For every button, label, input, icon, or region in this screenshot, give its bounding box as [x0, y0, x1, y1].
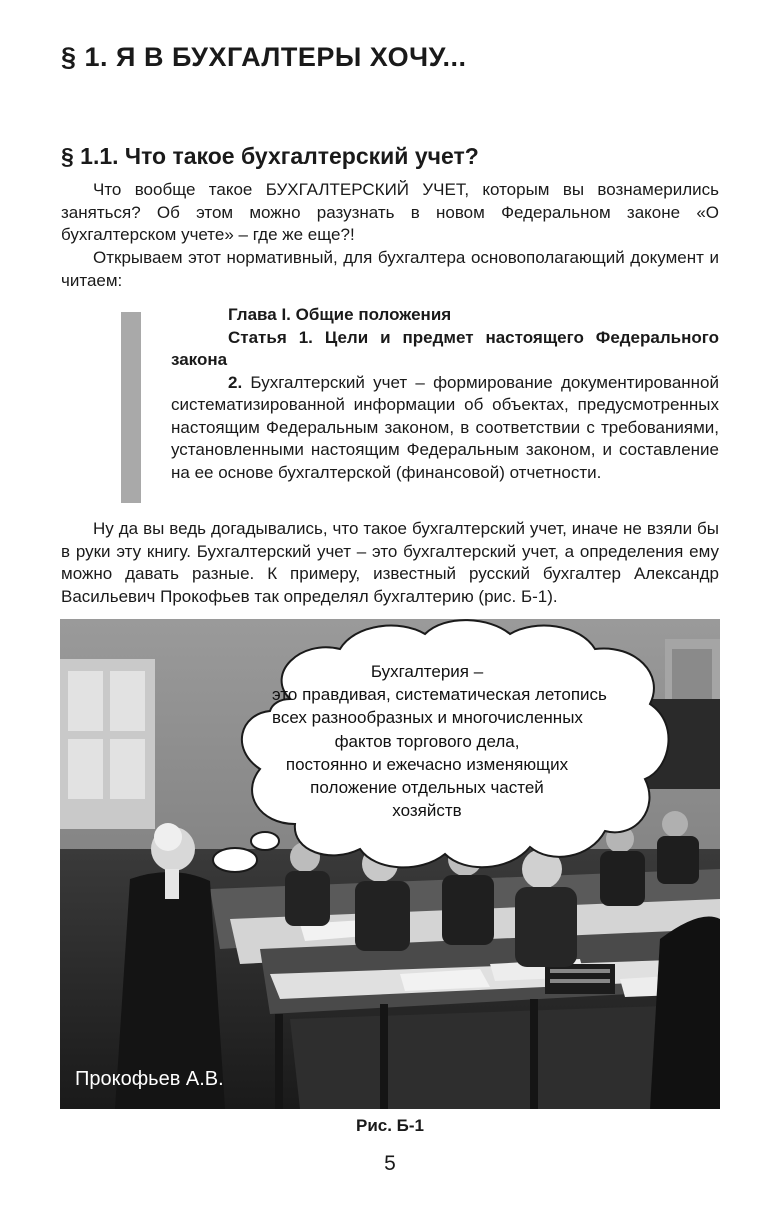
cloud-line: это правдивая, систематическая летопись [272, 685, 607, 705]
page-number: 5 [384, 1152, 396, 1175]
chapter-heading: § 1. Я В БУХГАЛТЕРЫ ХОЧУ... [61, 42, 467, 72]
cloud-line: постоянно и ежечасно изменяющих [285, 754, 569, 774]
second-paragraph: Открываем этот нормативный, для бухгалтера основополагающий документ и читаем: [61, 248, 719, 290]
section-heading: § 1.1. Что такое бухгалтерский учет? [61, 143, 479, 169]
photo-caption: Прокофьев А.В. [75, 1068, 224, 1090]
figure-label: Рис. Б-1 [355, 1116, 425, 1135]
law-quote [171, 304, 719, 484]
quote-item [171, 372, 719, 485]
cloud-line: фактов торгового дела, [334, 731, 520, 751]
cloud-quote [272, 660, 607, 822]
quote-item-text: Бухгалтерский учет – формирование документированной систематизированной информации об объектах, предусмотренных настоящим Федеральным законом, в соответствии с требованиями, установленными настоящим Федеральным законом, и составление на ее основе бухгалтерской (финансовой) отчетности. [171, 372, 719, 482]
figure-photo [60, 619, 720, 1109]
intro-paragraph: Что вообще такое БУХГАЛТЕРСКИЙ УЧЕТ, которым вы вознамерились заняться? Об этом можно разузнать в новом Федеральном законе «О бухгалтерском учете» – где же еще?! [61, 180, 719, 244]
cloud-line: хозяйств [392, 801, 462, 821]
quote-article: Статья 1. Цели и предмет настоящего Федерального закона [171, 327, 719, 369]
cloud-line: Бухгалтерия – [370, 662, 484, 681]
quote-item-number: 2. [228, 372, 243, 392]
cloud-line: положение отдельных частей [310, 778, 544, 798]
quote-chapter: Глава I. Общие положения [228, 305, 452, 324]
quote-bar [121, 312, 141, 503]
third-paragraph: Ну да вы ведь догадывались, что такое бухгалтерский учет, иначе не взяли бы в руки эту книгу. Бухгалтерский учет – это бухгалтерский учет, а определения ему можно давать разные. К примеру, известный русский бухгалтер Александр Васильевич Прокофьев так определял бухгалтерию (рис. Б-1). [61, 519, 719, 606]
cloud-line: всех разнообразных и многочисленных [272, 708, 583, 728]
